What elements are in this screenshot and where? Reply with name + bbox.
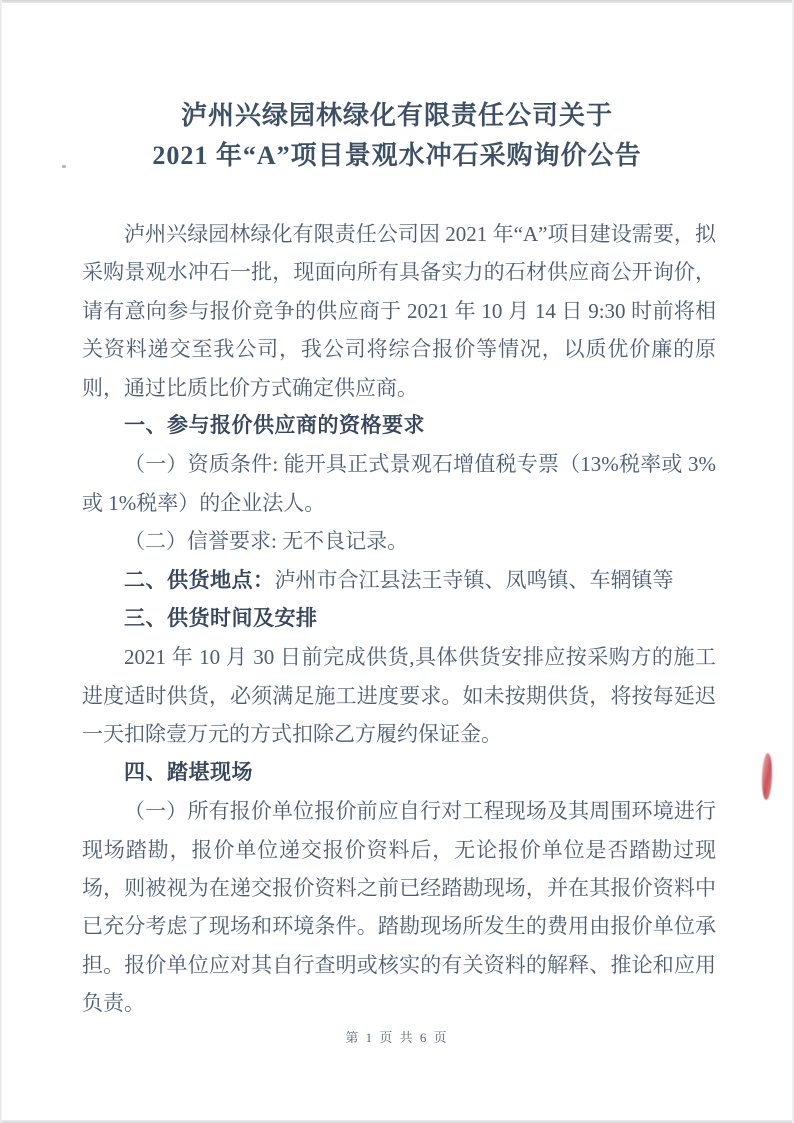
site-survey-paragraph: （一）所有报价单位报价前应自行对工程现场及其周围环境进行现场踏勘，报价单位递交报价资料后，无论报价单位是否踏勘过现场，则被视为在递交报价资料之前已经踏勘现场，并在其报价资料中已充分考虑了现场和环境条件。踏勘现场所发生的费用由报价单位承担。报价单位应对其自行查明或核实的有关资料的解释、推论和应用负责。	[82, 799, 716, 1016]
qualification-clause: （一）资质条件: 能开具正式景观石增值税专票（13%税率或 3%或 1%税率）的企业法人。	[82, 452, 716, 515]
document-title	[0, 0, 794, 176]
scan-edge-top	[0, 0, 794, 3]
delivery-time-paragraph: 2021 年 10 月 30 日前完成供货,具体供货安排应按采购方的施工进度适时供货，必须满足施工进度要求。如未按期供货，将按每延迟一天扣除壹万元的方式扣除乙方履约保证金。	[82, 645, 716, 747]
red-ink-mark	[761, 753, 773, 800]
title-line-2: 2021 年“A”项目景观水冲石采购询价公告	[152, 141, 642, 170]
document-body	[82, 215, 716, 1023]
intro-paragraph: 泸州兴绿园林绿化有限责任公司因 2021 年“A”项目建设需要，拟采购景观水冲石一批，现面向所有具备实力的石材供应商公开询价，请有意向参与报价竞争的供应商于 2021 年 10 月 14 日 9:30 时前将相关资料递交至我公司，我公司将综合报价等情况，以质优价廉的原则，通过比质比价方式确定供应商。	[82, 222, 716, 400]
section-heading-2	[82, 561, 716, 600]
section-heading-3: 三、供货时间及安排	[124, 607, 318, 631]
page-number-indicator: 第 1 页 共 6 页	[345, 1030, 449, 1045]
section-heading-1: 一、参与报价供应商的资格要求	[124, 414, 425, 438]
scan-speck	[62, 165, 66, 168]
section-heading-2-label: 二、供货地点：	[124, 568, 275, 592]
scan-edge-left	[0, 0, 2, 1123]
title-line-1: 泸州兴绿园林绿化有限责任公司关于	[180, 101, 613, 130]
section-heading-4: 四、踏堪现场	[124, 760, 253, 784]
delivery-location-text: 泸州市合江县法王寺镇、凤鸣镇、车辋镇等	[274, 567, 674, 592]
credit-clause: （二）信誉要求: 无不良记录。	[124, 529, 409, 554]
